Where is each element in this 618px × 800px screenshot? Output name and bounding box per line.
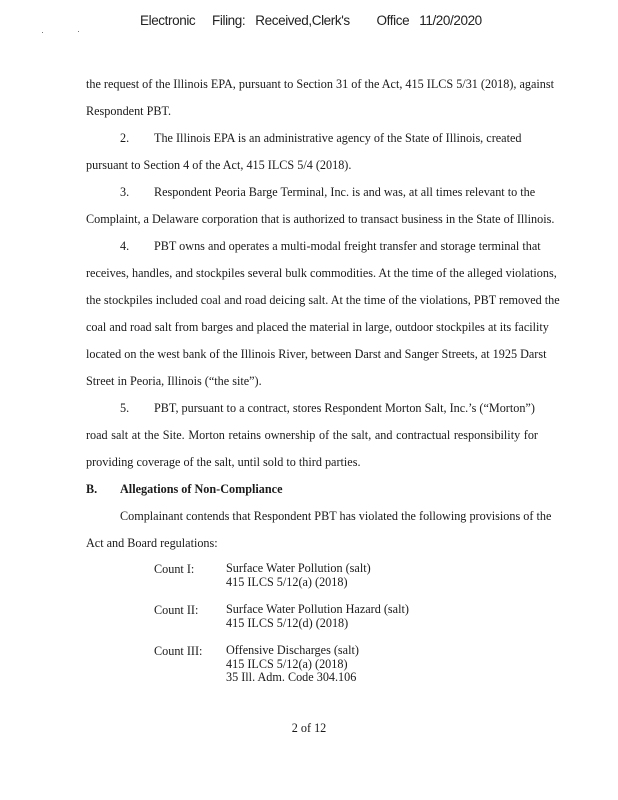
paragraph-4-line-2: receives, handles, and stockpiles several bulk commodities. At the time of the alleged violations,	[86, 266, 557, 280]
count-description	[226, 644, 359, 685]
paragraph-number: 5.	[120, 401, 130, 415]
paragraph-1-line-1: the request of the Illinois EPA, pursuant to Section 31 of the Act, 415 ILCS 5/31 (2018), against	[86, 77, 555, 91]
paragraph-4-line-3: the stockpiles included coal and road deicing salt. At the time of the violations, PBT removed the	[86, 293, 560, 307]
paragraph-text: Respondent Peoria Barge Terminal, Inc. is and was, at all times relevant to the	[154, 185, 536, 199]
page-number: 2 of 12	[291, 721, 327, 735]
paragraph-3-line-1	[120, 184, 535, 200]
scan-speck	[78, 31, 79, 32]
paragraph-2-line-1	[120, 130, 521, 146]
paragraph-text: PBT owns and operates a multi-modal freight transfer and storage terminal that	[154, 239, 541, 253]
paragraph-text: PBT, pursuant to a contract, stores Respondent Morton Salt, Inc.’s (“Morton”)	[154, 401, 535, 415]
paragraph-5-line-2: road salt at the Site. Morton retains ownership of the salt, and contractual responsibility for	[86, 428, 538, 442]
count-title: Offensive Discharges (salt)	[226, 643, 359, 657]
paragraph-4-line-5: located on the west bank of the Illinois River, between Darst and Sanger Streets, at 1925 Darst	[86, 347, 547, 361]
paragraph-4-line-4: coal and road salt from barges and placed the material in large, outdoor stockpiles at its facility	[86, 320, 549, 334]
count-label: Count II:	[154, 603, 199, 617]
paragraph-5-line-3: providing coverage of the salt, until sold to third parties.	[86, 455, 361, 469]
section-letter: B.	[86, 482, 98, 496]
electronic-filing-stamp: Electronic Filing: Received,Clerk's Office 11/20/2020	[140, 13, 482, 28]
paragraph-6-line-1: Complainant contends that Respondent PBT has violated the following provisions of the	[120, 509, 552, 523]
count-description	[226, 562, 371, 589]
paragraph-number: 3.	[120, 185, 130, 199]
section-title: Allegations of Non-Compliance	[120, 482, 283, 496]
counts-list	[86, 562, 538, 692]
count-description	[226, 603, 409, 630]
count-regulation: 35 Ill. Adm. Code 304.106	[226, 670, 357, 684]
paragraph-5-line-1	[120, 400, 535, 416]
paragraph-3-line-2: Complaint, a Delaware corporation that is authorized to transact business in the State of Illinois.	[86, 212, 555, 226]
paragraph-number: 2.	[120, 131, 130, 145]
paragraph-2-line-2: pursuant to Section 4 of the Act, 415 ILCS 5/4 (2018).	[86, 158, 352, 172]
paragraph-1-line-2: Respondent PBT.	[86, 104, 172, 118]
count-citation: 415 ILCS 5/12(d) (2018)	[226, 615, 349, 630]
section-heading	[86, 481, 283, 497]
count-citation: 415 ILCS 5/12(a) (2018)	[226, 574, 348, 589]
paragraph-text: The Illinois EPA is an administrative agency of the State of Illinois, created	[154, 131, 522, 145]
count-title: Surface Water Pollution Hazard (salt)	[226, 602, 409, 616]
paragraph-4-line-1	[120, 238, 541, 254]
count-label: Count III:	[154, 644, 203, 658]
paragraph-6-line-2: Act and Board regulations:	[86, 536, 218, 550]
count-citation: 415 ILCS 5/12(a) (2018)	[226, 656, 348, 671]
count-title: Surface Water Pollution (salt)	[226, 561, 371, 575]
count-label: Count I:	[154, 562, 195, 576]
paragraph-4-line-6: Street in Peoria, Illinois (“the site”).	[86, 374, 262, 388]
scan-speck	[42, 32, 43, 33]
paragraph-number: 4.	[120, 239, 130, 253]
